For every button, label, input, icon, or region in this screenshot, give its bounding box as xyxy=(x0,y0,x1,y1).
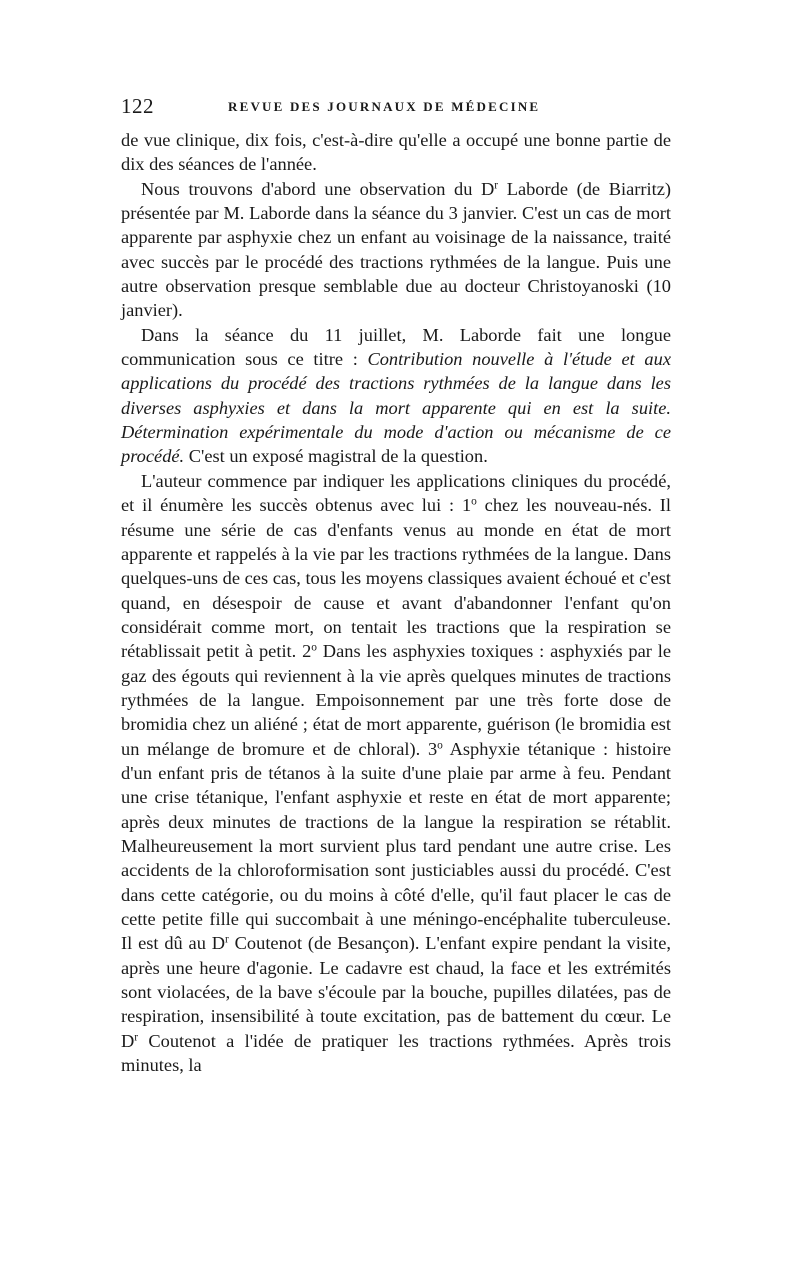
paragraph-text: Dans les asphyxies toxiques : asphyxiés par le gaz des égouts qui reviennent à la vie après quelques minutes de tractions rythmées de la langue. Empoisonnement par une très forte dose de bromidia chez un aliéné ; état de mort apparente, guérison (le bromidia est un mélange de bromure et de chloral). 3 xyxy=(121,641,672,759)
paragraph-communication xyxy=(121,323,671,469)
journal-title: REVUE DES JOURNAUX DE MÉDECINE xyxy=(228,99,541,114)
paragraph-text: Asphyxie tétanique : histoire d'un enfant pris de tétanos à la suite d'une plaie par arme à feu. Pendant une crise tétanique, l'enfant asphyxie et reste en état de mort apparente; après deux minutes de tractions de la langue la respiration se rétablit. Malheureusement la mort survient plus tard pendant une autre crise. Les accidents de la chloroformisation sont justiciables aussi du procédé. C'est dans cette catégorie, ou du moins à côté d'elle, qu'il faut placer le cas de cette petite fille qui succombait à une méningo-encéphalite tuberculeuse. Il est dû au D xyxy=(121,738,672,954)
superscript: r xyxy=(225,934,229,947)
page-number: 122 xyxy=(121,94,154,118)
paragraph-laborde-observation xyxy=(121,177,671,323)
paragraph-text: Nous trouvons d'abord une observation du D xyxy=(141,178,495,199)
paragraph-continuation xyxy=(121,128,671,177)
paragraph-text: Dans la séance du 11 juillet, M. Laborde fait une longue communication sous ce titre : xyxy=(121,324,671,370)
paragraph-text: Coutenot a l'idée de pratiquer les tractions rythmées. Après trois minutes, la xyxy=(121,1030,671,1076)
paragraph-text: L'auteur commence par indiquer les applications cliniques du procédé, et il énumère les succès obtenus avec lui : 1 xyxy=(121,470,671,516)
superscript: r xyxy=(134,1031,139,1044)
paragraph-text: chez les nouveau-nés. Il résume une série de cas d'enfants venus au monde en état de mort apparente et rappelés à la vie par les tractions rythmées de la langue. Dans quelques-uns de ces cas, tous les moyens classiques avaient échoué et c'est quand, en désespoir de cause et avant d'abandonner l'enfant qu'on considérait comme mort, on tentait les tractions que la respiration se rétablissait petit à petit. 2 xyxy=(121,495,671,662)
paragraph-applications xyxy=(121,469,671,1078)
body-text xyxy=(121,128,671,1077)
paragraph-text: Coutenot (de Besançon). L'enfant expire pendant la visite, après une heure d'agonie. Le cadavre est chaud, la face et les extrémités sont violacées, de la bave s'écoule par la bouche, pupilles dilatées, pas de respiration, insensibilité à toute excitation, pas de battement du cœur. Le D xyxy=(121,933,671,1051)
superscript: o xyxy=(471,495,477,508)
superscript: o xyxy=(437,739,443,752)
superscript: r xyxy=(494,179,499,192)
paragraph-text: Laborde (de Biarritz) présentée par M. Laborde dans la séance du 3 janvier. C'est un cas de mort apparente par asphyxie chez un enfant au voisinage de la naissance, traité avec succès par le procédé des tractions rythmées de la langue. Puis une autre observation presque semblable due au docteur Christoyanoski (10 janvier). xyxy=(121,178,671,321)
superscript: o xyxy=(311,641,317,654)
paragraph-text: C'est un exposé magistral de la question. xyxy=(184,446,488,467)
italic-title: Contribution nouvelle à l'étude et aux applications du procédé des tractions rythmées de la langue dans les diverses asphyxies et dans la mort apparente qui en est la suite. Détermination expérimentale du mode d'action ou mécanisme de ce procédé. xyxy=(121,349,671,467)
running-head xyxy=(121,94,681,118)
paragraph-text: de vue clinique, dix fois, c'est-à-dire qu'elle a occupé une bonne partie de dix des séances de l'année. xyxy=(121,130,671,175)
